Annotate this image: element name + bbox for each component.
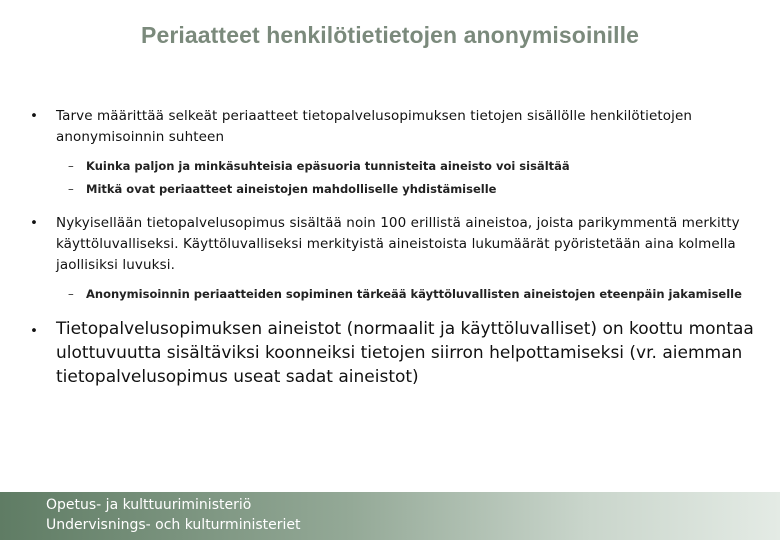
bullet-marker: • [30,108,39,124]
footer-banner [0,492,780,540]
bullet-item [28,106,768,148]
bullet-text: Tarve määrittää selkeät periaatteet tietopalvelusopimuksen tietojen sisällölle henkilötietojen anonymisoinnin suhteen [56,108,693,145]
slide-content [28,106,768,389]
slide-title: Periaatteet henkilötietietojen anonymisoinille [141,22,639,48]
sub-bullet-text: Anonymisoinnin periaatteiden sopiminen tärkeää käyttöluvallisten aineistojen eteenpäin jakamiselle [86,287,742,301]
sub-bullet-list [28,155,768,201]
bullet-item [28,317,768,389]
sub-bullet-item [28,178,768,201]
sub-bullet-item [28,283,768,306]
sub-bullet-marker: – [68,287,74,301]
bullet-text: Nykyisellään tietopalvelusopimus sisältää noin 100 erillistä aineistoa, joista parikymmentä merkitty käyttöluvalliseksi. Käyttöluvalliseksi merkityistä aineistoista lukumäärät pyöristetään aina kolmella jaollisiksi luvuksi. [56,215,740,273]
sub-bullet-text: Mitkä ovat periaatteet aineistojen mahdolliselle yhdistämiselle [86,182,497,196]
bullet-text: Tietopalvelusopimuksen aineistot (normaalit ja käyttöluvalliset) on koottu montaa ulottuvuutta sisältäviksi koonneiksi tietojen siirron helpottamiseksi (vr. aiemman tietopalvelusopimus useat sadat aineistot) [56,319,754,387]
sub-bullet-marker: – [68,159,74,173]
bullet-marker: • [30,215,39,231]
sub-bullet-marker: – [68,182,74,196]
sub-bullet-list [28,283,768,306]
sub-bullet-item [28,155,768,178]
bullet-marker: • [30,323,38,339]
sub-bullet-text: Kuinka paljon ja minkäsuhteisia epäsuoria tunnisteita aineisto voi sisältää [86,159,570,173]
bullet-item [28,213,768,276]
ministry-name-swedish: Undervisnings- och kulturministeriet [46,517,301,533]
ministry-name-finnish: Opetus- ja kulttuuriministeriö [46,497,252,513]
